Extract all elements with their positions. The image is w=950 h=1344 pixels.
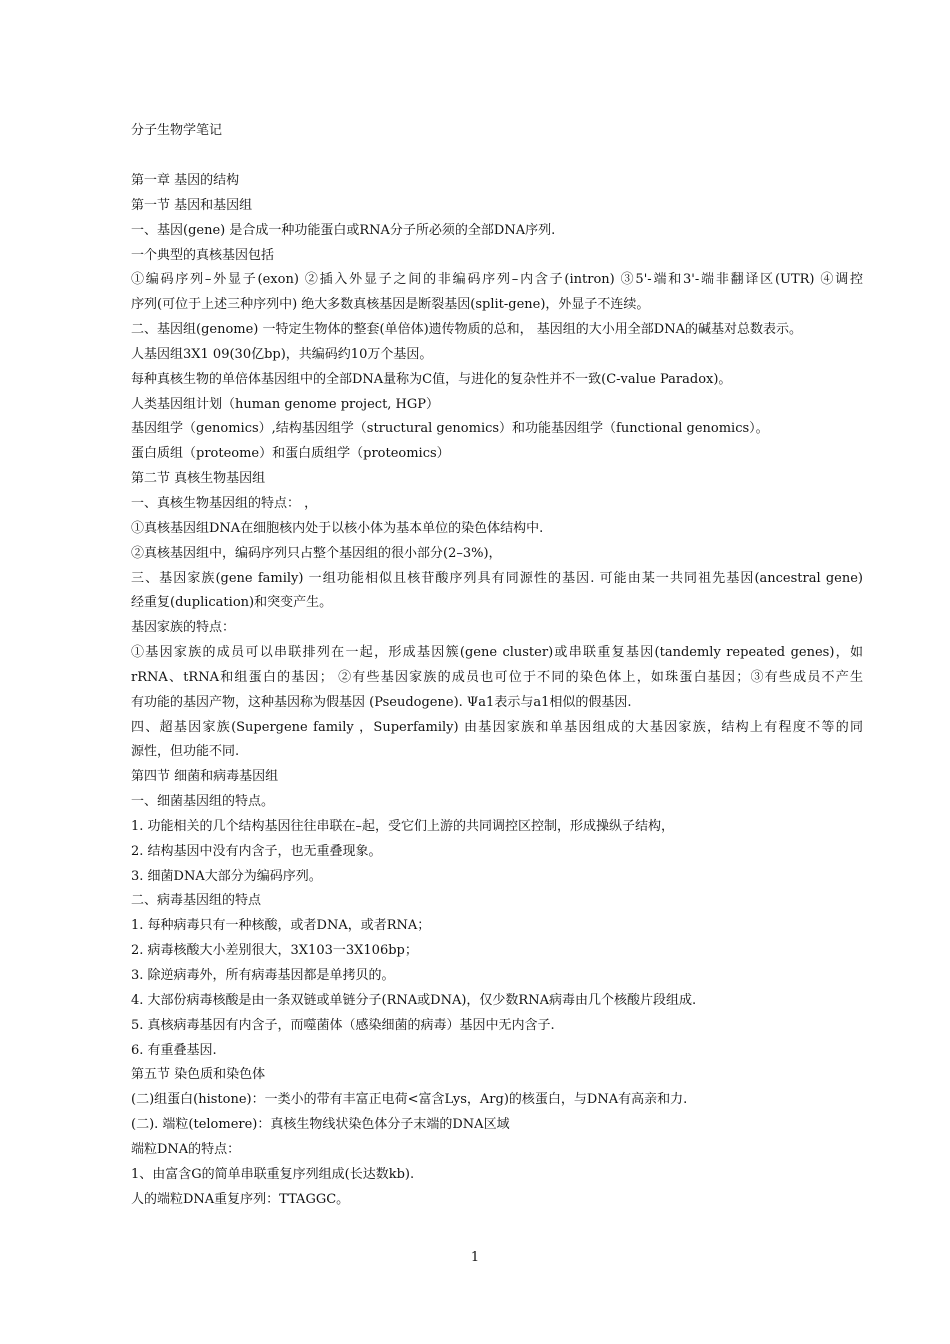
text-line: 第二节 真核生物基因组 [131, 471, 266, 487]
text-line: ②真核基因组中，编码序列只占整个基因组的很小部分(2–3%)， [131, 545, 502, 561]
text-line: rRNA、tRNA和组蛋白的基因； ②有些基因家族的成员也可位于不同的染色体上，如珠蛋白基因；③有些成员不产生 [131, 669, 863, 685]
text-line: 一、基因(gene) 是合成一种功能蛋白或RNA分子所必须的全部DNA序列. [131, 222, 556, 238]
text-line: 有功能的基因产物，这种基因称为假基因 (Pseudogene). Ψa1表示与a1相似的假基因. [131, 694, 632, 710]
text-line: 人类基因组计划（human genome project, HGP） [131, 396, 440, 412]
text-line: ①编码序列–外显子(exon) ②插入外显子之间的非编码序列–内含子(intron) ③5'-端和3'-端非翻译区(UTR) ④调控 [131, 272, 863, 288]
text-line: 源性，但功能不同. [131, 744, 240, 760]
text-line: 1. 每种病毒只有一种核酸，或者DNA，或者RNA； [131, 918, 431, 934]
text-line: 1、由富含G的简单串联重复序列组成(长达数kb). [131, 1166, 415, 1182]
text-line: 一、细菌基因组的特点。 [131, 794, 275, 810]
text-line: 人基因组3X1 09(30亿bp)，共编码约10万个基因。 [131, 346, 433, 362]
text-line: 第一章 基因的结构 [131, 173, 240, 188]
text-line: 四、超基因家族(Supergene family ，Superfamily) 由基因家族和单基因组成的大基因家族，结构上有程度不等的同 [131, 719, 863, 735]
page-number: 1 [470, 1250, 480, 1265]
document-title: 分子生物学笔记 [131, 123, 223, 138]
text-line: 经重复(duplication)和突变产生。 [131, 595, 333, 611]
text-line: (二). 端粒(telomere)：真核生物线状染色体分子末端的DNA区域 [131, 1117, 510, 1133]
text-line: 一个典型的真核基因包括 [131, 247, 275, 263]
text-line: 每种真核生物的单倍体基因组中的全部DNA量称为C值，与进化的复杂性并不一致(C-value Paradox)。 [131, 371, 732, 387]
text-line: 一、真核生物基因组的特点： ， [131, 495, 318, 511]
text-line: 端粒DNA的特点： [131, 1141, 241, 1157]
text-line: ①基因家族的成员可以串联排列在一起，形成基因簇(gene cluster)或串联重复基因(tandemly repeated genes)，如 [131, 645, 863, 661]
text-lines [131, 169, 863, 1212]
text-line: 基因家族的特点： [131, 620, 236, 636]
text-line: 3. 除逆病毒外，所有病毒基因都是单拷贝的。 [131, 968, 395, 983]
text-line: 5. 真核病毒基因有内含子，而噬菌体（感染细菌的病毒）基因中无内含子. [131, 1017, 555, 1033]
text-line: 三、基因家族(gene family) 一组功能相似且核苷酸序列具有同源性的基因. 可能由某一共同祖先基因(ancestral gene) [131, 570, 863, 586]
text-line: 2. 结构基因中没有内含子，也无重叠现象。 [131, 843, 382, 859]
text-line: 1. 功能相关的几个结构基因往往串联在–起，受它们上游的共同调控区控制，形成操纵子结构， [131, 818, 675, 834]
text-line: 人的端粒DNA重复序列：TTAGGC。 [131, 1191, 350, 1207]
text-line: 序列(可位于上述三种序列中) 绝大多数真核基因是断裂基因(split-gene)，外显子不连续。 [131, 297, 650, 313]
text-line: ①真核基因组DNA在细胞核内处于以核小体为基本单位的染色体结构中. [131, 520, 544, 536]
text-line: 第四节 细菌和病毒基因组 [131, 769, 279, 785]
text-line: 3. 细菌DNA大部分为编码序列。 [131, 868, 322, 884]
text-line: 第五节 染色质和染色体 [131, 1067, 266, 1083]
text-line: 二、病毒基因组的特点 [131, 893, 262, 909]
text-line: 6. 有重叠基因. [131, 1042, 217, 1058]
text-line: 第一节 基因和基因组 [131, 197, 253, 213]
text-line: 4. 大部份病毒核酸是由一条双链或单链分子(RNA或DNA)，仅少数RNA病毒由几个核酸片段组成. [131, 992, 697, 1008]
text-line: (二)组蛋白(histone)：一类小的带有丰富正电荷<富含Lys，Arg)的核蛋白，与DNA有高亲和力. [131, 1092, 688, 1108]
text-line: 蛋白质组（proteome）和蛋白质组学（proteomics） [131, 446, 450, 462]
text-line: 2. 病毒核酸大小差别很大，3X103一3X106bp； [131, 943, 418, 959]
text-line: 基因组学（genomics）,结构基因组学（structural genomics）和功能基因组学（functional genomics）。 [131, 421, 769, 437]
document-body [131, 118, 863, 1212]
title-spacer [131, 143, 863, 169]
text-line: 二、基因组(genome) 一特定生物体的整套(单倍体)遗传物质的总和， 基因组的大小用全部DNA的碱基对总数表示。 [131, 322, 802, 338]
